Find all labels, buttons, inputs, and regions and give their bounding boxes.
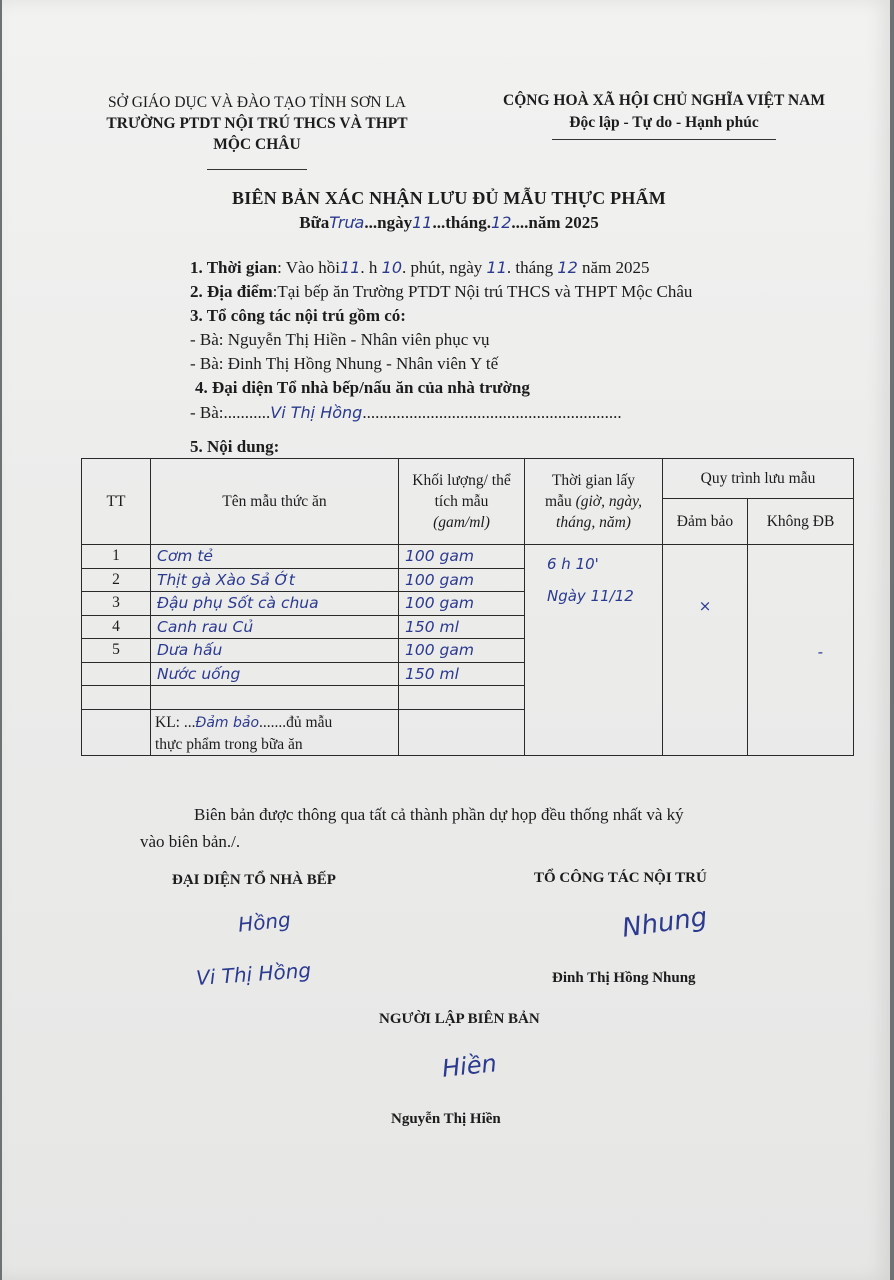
date-month-value: 12 (557, 258, 578, 277)
month-value: 12 (491, 213, 512, 232)
not-ensured-mark: - (817, 643, 823, 661)
food-weight: 100 gam (399, 639, 525, 663)
empty-cell (82, 709, 151, 755)
sample-time-cell (525, 545, 663, 756)
item-time-text: năm 2025 (582, 258, 650, 277)
boarding-team-signature: Nhung (620, 902, 710, 944)
header-procedure: Quy trình lưu mẫu (663, 459, 854, 499)
header-time-line: mẫu (545, 493, 576, 510)
item-time-text: : Vào hồi (277, 258, 341, 277)
school-name-line1: TRƯỜNG PTDT NỘI TRÚ THCS VÀ THPT (106, 115, 408, 132)
conclusion-text: KL: ... (155, 713, 196, 731)
sample-date-value: Ngày 11/12 (547, 587, 634, 605)
item-time-text: . phút, ngày (402, 258, 483, 277)
kitchen-rep-line (190, 401, 622, 425)
item-time-text: . tháng (506, 258, 554, 277)
conclusion-value: Đảm bảo (195, 714, 260, 731)
header-left (72, 92, 442, 176)
closing-line2: vào biên bản./. (140, 832, 241, 851)
item-location-text: :Tại bếp ăn Trường PTDT Nội trú THCS và THPT Mộc Châu (272, 282, 693, 301)
subtitle-part: ...ngày (364, 213, 413, 232)
row-number: 4 (82, 615, 151, 639)
subtitle-part: ....năm 2025 (511, 213, 599, 232)
food-name: Nước uống (151, 662, 399, 686)
minute-value: 10 (381, 258, 402, 277)
empty-cell (399, 686, 525, 710)
header-weight-unit: (gam/ml) (433, 514, 490, 531)
header-not-ensured: Không ĐB (748, 499, 854, 545)
document-subtitle (2, 213, 894, 233)
header-weight-line: Khối lượng/ thể (412, 472, 511, 489)
boarding-team-title: TỔ CÔNG TÁC NỘI TRÚ (534, 870, 707, 886)
kitchen-rep-name: Vi Thị Hồng (270, 403, 363, 422)
header-tt: TT (82, 459, 151, 545)
food-name: Cơm tẻ (151, 545, 399, 569)
meal-value: Trưa (329, 213, 365, 232)
row-number (82, 662, 151, 686)
preparer-title: NGƯỜI LẬP BIÊN BẢN (379, 1011, 540, 1027)
kitchen-rep-handwritten-name: Vi Thị Hồng (195, 958, 312, 990)
ensured-cell (663, 545, 748, 756)
day-value: 11 (412, 213, 433, 232)
item-kitchen-rep-label: 4. Đại diện Tổ nhà bếp/nấu ăn của nhà trường (195, 378, 530, 397)
header-time-line: Thời gian lấy (551, 472, 636, 489)
team-member-1: - Bà: Nguyễn Thị Hiền - Nhân viên phục vụ (190, 330, 490, 349)
header-right (464, 90, 864, 140)
food-name: Thịt gà Xào Sả Ớt (151, 568, 399, 592)
header-left-divider (207, 169, 307, 170)
national-motto: Độc lập - Tự do - Hạnh phúc (569, 114, 759, 131)
hour-value: 11 (340, 258, 361, 277)
dots: ........... (223, 403, 271, 422)
header-time-line: (giờ, ngày, (575, 493, 642, 510)
team-member-2: - Bà: Đinh Thị Hồng Nhung - Nhân viên Y tế (190, 354, 499, 373)
empty-cell (399, 709, 525, 755)
subtitle-part: ...tháng. (432, 213, 492, 232)
kitchen-rep-prefix: - Bà: (190, 403, 224, 422)
conclusion-text: thực phẩm trong bữa ăn (155, 735, 303, 753)
header-ensured: Đảm bảo (663, 499, 748, 545)
header-sample-time (525, 459, 663, 545)
item-team-label: 3. Tổ công tác nội trú gồm có: (190, 306, 406, 325)
document-page (2, 0, 890, 1280)
food-weight: 100 gam (399, 592, 525, 616)
header-right-divider (552, 139, 776, 140)
item-location (190, 280, 692, 304)
boarding-team-name: Đinh Thị Hồng Nhung (552, 970, 696, 986)
header-weight-line: tích mẫu (434, 493, 489, 510)
not-ensured-cell (748, 545, 854, 756)
header-food-name: Tên mẫu thức ăn (151, 459, 399, 545)
empty-cell (151, 686, 399, 710)
item-time (190, 256, 650, 280)
conclusion-cell (151, 709, 399, 755)
row-number: 5 (82, 639, 151, 663)
preparer-signature: Hiền (440, 1049, 499, 1083)
food-weight: 100 gam (399, 545, 525, 569)
item-time-label: 1. Thời gian (190, 258, 278, 277)
food-name: Dưa hấu (151, 639, 399, 663)
food-sample-table (81, 458, 854, 756)
subtitle-part: Bữa (299, 213, 330, 232)
date-day-value: 11 (486, 258, 507, 277)
row-number: 3 (82, 592, 151, 616)
item-time-text: . h (360, 258, 378, 277)
department-name: SỞ GIÁO DỤC VÀ ĐÀO TẠO TỈNH SƠN LA (108, 94, 406, 111)
food-name: Đậu phụ Sốt cà chua (151, 592, 399, 616)
food-weight: 150 ml (399, 662, 525, 686)
empty-cell (82, 686, 151, 710)
food-name: Canh rau Củ (151, 615, 399, 639)
closing-line1: Biên bản được thông qua tất cả thành phần dự họp đều thống nhất và ký (194, 805, 684, 824)
national-title: CỘNG HOÀ XÃ HỘI CHỦ NGHĨA VIỆT NAM (503, 92, 825, 109)
preparer-name: Nguyễn Thị Hiền (391, 1111, 501, 1127)
header-weight (399, 459, 525, 545)
school-name-line2: MỘC CHÂU (213, 136, 301, 153)
ensured-mark: × (698, 597, 712, 615)
dots: ............................................................. (362, 403, 622, 422)
sample-time-value: 6 h 10' (547, 555, 599, 573)
row-number: 2 (82, 568, 151, 592)
kitchen-rep-signature: Hồng (236, 907, 292, 937)
kitchen-rep-title: ĐẠI DIỆN TỔ NHÀ BẾP (172, 872, 336, 888)
item-content-label: 5. Nội dung: (190, 437, 280, 456)
food-weight: 100 gam (399, 568, 525, 592)
conclusion-text: .......đủ mẫu (259, 713, 333, 731)
item-location-label: 2. Địa điểm (190, 282, 273, 301)
food-weight: 150 ml (399, 615, 525, 639)
row-number: 1 (82, 545, 151, 569)
header-time-line: tháng, năm) (556, 514, 631, 531)
document-title: BIÊN BẢN XÁC NHẬN LƯU ĐỦ MẪU THỰC PHẨM (232, 188, 666, 208)
